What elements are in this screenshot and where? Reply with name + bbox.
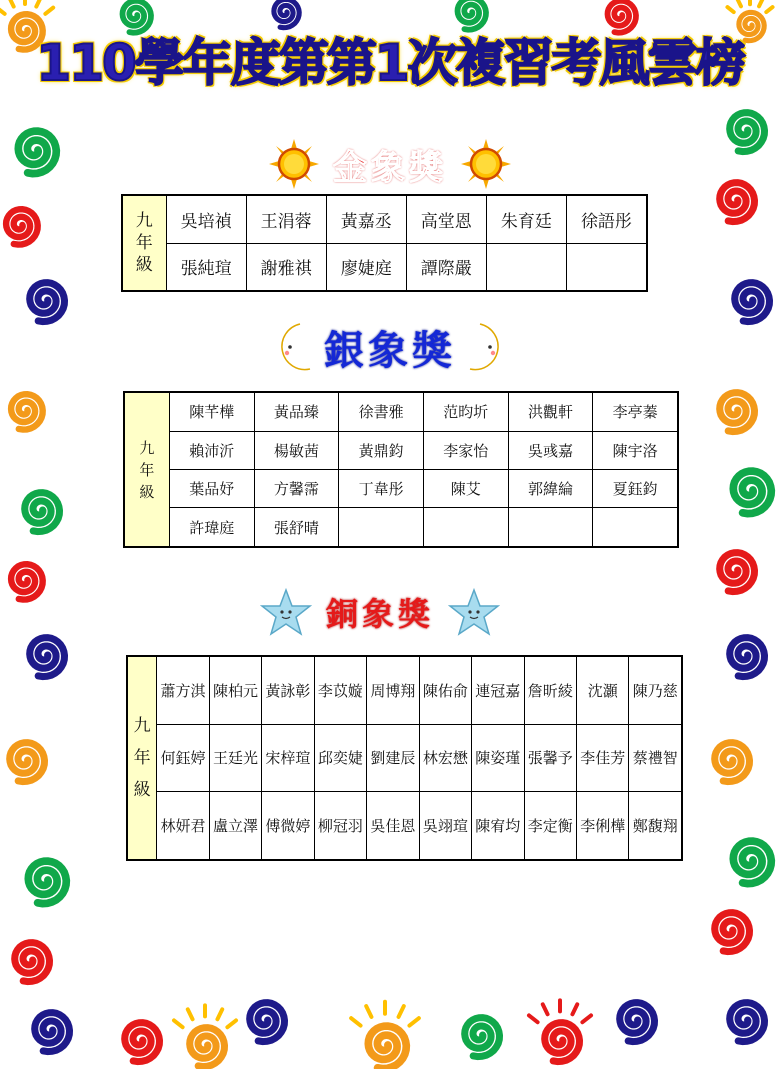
student-name: 謝雅祺 xyxy=(246,243,326,291)
student-name: 許瑋庭 xyxy=(169,508,254,547)
swirl-icon xyxy=(28,861,66,904)
swirl-icon xyxy=(720,553,755,592)
empty-cell xyxy=(566,243,647,291)
student-name: 楊敏茜 xyxy=(254,431,339,469)
crescent-moon-icon xyxy=(270,321,316,373)
grade-label: 九 年 級 xyxy=(127,656,157,860)
swirl-icon xyxy=(465,1018,500,1057)
table-row xyxy=(124,508,678,547)
student-name: 賴沛沂 xyxy=(169,431,254,469)
swirl-icon xyxy=(125,1023,160,1062)
bronze-award-heading xyxy=(215,586,545,638)
silver-award-heading xyxy=(230,318,550,376)
student-name: 李家怡 xyxy=(423,431,508,469)
student-name: 陳宥均 xyxy=(472,792,524,860)
student-name: 吳翊瑄 xyxy=(419,792,471,860)
student-name: 陳柏元 xyxy=(209,656,261,724)
student-name: 陳宇洛 xyxy=(593,431,678,469)
student-name: 吳培禎 xyxy=(166,195,246,243)
swirl-icon xyxy=(6,209,38,244)
student-name: 黃嘉丞 xyxy=(326,195,406,243)
student-name: 宋梓瑄 xyxy=(262,724,314,792)
student-name: 黃詠彰 xyxy=(262,656,314,724)
grade-label: 九 年 級 xyxy=(124,392,169,547)
table-row xyxy=(124,392,678,431)
student-name: 蕭方淇 xyxy=(157,656,209,724)
sun-ray-icon xyxy=(0,8,5,14)
student-name: 柳冠羽 xyxy=(314,792,366,860)
sun-ray-icon xyxy=(9,0,13,7)
student-name: 徐書雅 xyxy=(339,392,424,431)
student-name: 王廷光 xyxy=(209,724,261,792)
gold-award-table xyxy=(121,194,648,292)
student-name: 吳佳恩 xyxy=(367,792,419,860)
table-row xyxy=(124,469,678,507)
student-name: 黃鼎鈞 xyxy=(339,431,424,469)
sun-ray-icon xyxy=(188,1009,193,1019)
sun-icon xyxy=(461,139,511,189)
sun-ray-icon xyxy=(727,7,733,12)
student-name: 朱育廷 xyxy=(486,195,566,243)
student-name: 洪觀軒 xyxy=(508,392,593,431)
student-name: 沈灝 xyxy=(577,656,629,724)
crescent-moon-icon xyxy=(464,321,510,373)
page-title: 110學年度第第1次複習考風雲榜 xyxy=(36,34,744,92)
table-row xyxy=(127,724,682,792)
swirl-icon xyxy=(25,493,60,532)
star-icon xyxy=(448,588,500,636)
student-name: 李苡嫙 xyxy=(314,656,366,724)
student-name: 丁韋彤 xyxy=(339,469,424,507)
empty-cell xyxy=(486,243,566,291)
table-row xyxy=(122,195,647,243)
student-name: 夏鈺鈞 xyxy=(593,469,678,507)
sun-ray-icon xyxy=(351,1018,360,1025)
sun-ray-icon xyxy=(529,1015,538,1022)
swirl-icon xyxy=(11,564,43,599)
sun-ray-icon xyxy=(36,0,40,7)
swirl-icon xyxy=(730,1003,765,1042)
student-name: 林妍君 xyxy=(157,792,209,860)
swirl-icon xyxy=(733,471,771,513)
student-name: 盧立澤 xyxy=(209,792,261,860)
student-name: 詹昕綾 xyxy=(524,656,576,724)
student-name: 高堂恩 xyxy=(406,195,486,243)
swirl-icon xyxy=(735,283,770,322)
student-name: 郭緯綸 xyxy=(508,469,593,507)
table-row xyxy=(122,243,647,291)
swirl-icon xyxy=(10,743,45,782)
empty-cell xyxy=(508,508,593,547)
student-name: 蔡禮智 xyxy=(629,724,682,792)
empty-cell xyxy=(339,508,424,547)
student-name: 吳彧嘉 xyxy=(508,431,593,469)
sun-ray-icon xyxy=(759,0,762,6)
sun-ray-icon xyxy=(227,1020,236,1027)
sun-ray-icon xyxy=(174,1020,183,1027)
swirl-icon xyxy=(720,393,755,432)
empty-cell xyxy=(423,508,508,547)
swirl-icon xyxy=(733,841,771,884)
sun-ray-icon xyxy=(399,1006,404,1017)
student-name: 徐語彤 xyxy=(566,195,647,243)
bronze-award-table xyxy=(126,655,683,861)
student-name: 李亭蓁 xyxy=(593,392,678,431)
student-name: 鄭馥翔 xyxy=(629,792,682,860)
student-name: 連冠嘉 xyxy=(472,656,524,724)
gold-award-heading xyxy=(200,138,580,190)
empty-cell xyxy=(593,508,678,547)
swirl-icon xyxy=(15,943,50,982)
swirl-icon xyxy=(368,1026,406,1069)
student-name: 劉建辰 xyxy=(367,724,419,792)
student-name: 王涓蓉 xyxy=(246,195,326,243)
table-row xyxy=(127,792,682,860)
student-name: 傅微婷 xyxy=(262,792,314,860)
swirl-icon xyxy=(730,113,765,152)
swirl-icon xyxy=(715,743,750,782)
sun-ray-icon xyxy=(543,1004,548,1014)
table-row xyxy=(127,656,682,724)
swirl-icon xyxy=(11,394,43,429)
sun-ray-icon xyxy=(45,8,53,14)
student-name: 李佳芳 xyxy=(577,724,629,792)
swirl-icon xyxy=(715,913,750,952)
student-name: 陳芊樺 xyxy=(169,392,254,431)
student-name: 張馨予 xyxy=(524,724,576,792)
gold-award-title: 金象獎 xyxy=(333,147,447,188)
swirl-icon xyxy=(720,183,755,222)
student-name: 方馨霈 xyxy=(254,469,339,507)
student-name: 黃品臻 xyxy=(254,392,339,431)
student-name: 林宏懋 xyxy=(419,724,471,792)
student-name: 周博翔 xyxy=(367,656,419,724)
student-name: 李定衡 xyxy=(524,792,576,860)
bronze-award-title: 銅象獎 xyxy=(325,595,434,633)
swirl-icon xyxy=(18,131,56,174)
sun-ray-icon xyxy=(766,7,772,12)
silver-award-table xyxy=(123,391,679,548)
sun-ray-icon xyxy=(737,0,740,6)
sun-ray-icon xyxy=(217,1009,222,1019)
student-name: 邱奕婕 xyxy=(314,724,366,792)
swirl-icon xyxy=(35,1013,70,1052)
sun-icon xyxy=(269,139,319,189)
swirl-icon xyxy=(545,1023,580,1062)
silver-award-title: 銀象獎 xyxy=(324,327,456,374)
swirl-icon xyxy=(620,1003,655,1042)
student-name: 張舒晴 xyxy=(254,508,339,547)
student-name: 陳佑俞 xyxy=(419,656,471,724)
swirl-icon xyxy=(730,638,765,677)
grade-label: 九 年 級 xyxy=(122,195,166,291)
swirl-icon xyxy=(30,283,65,322)
student-name: 李俐樺 xyxy=(577,792,629,860)
table-row xyxy=(124,431,678,469)
student-name: 何鈺婷 xyxy=(157,724,209,792)
sun-ray-icon xyxy=(572,1004,577,1014)
student-name: 張純瑄 xyxy=(166,243,246,291)
student-name: 葉品妤 xyxy=(169,469,254,507)
student-name: 范昀圻 xyxy=(423,392,508,431)
sun-ray-icon xyxy=(582,1015,591,1022)
sun-ray-icon xyxy=(366,1006,371,1017)
swirl-icon xyxy=(30,638,65,677)
swirl-icon xyxy=(250,1003,285,1042)
student-name: 陳乃慈 xyxy=(629,656,682,724)
star-icon xyxy=(260,588,312,636)
swirl-icon xyxy=(190,1028,225,1067)
student-name: 廖婕庭 xyxy=(326,243,406,291)
student-name: 陳姿瑾 xyxy=(472,724,524,792)
sun-ray-icon xyxy=(409,1018,418,1025)
student-name: 譚際嚴 xyxy=(406,243,486,291)
student-name: 陳艾 xyxy=(423,469,508,507)
